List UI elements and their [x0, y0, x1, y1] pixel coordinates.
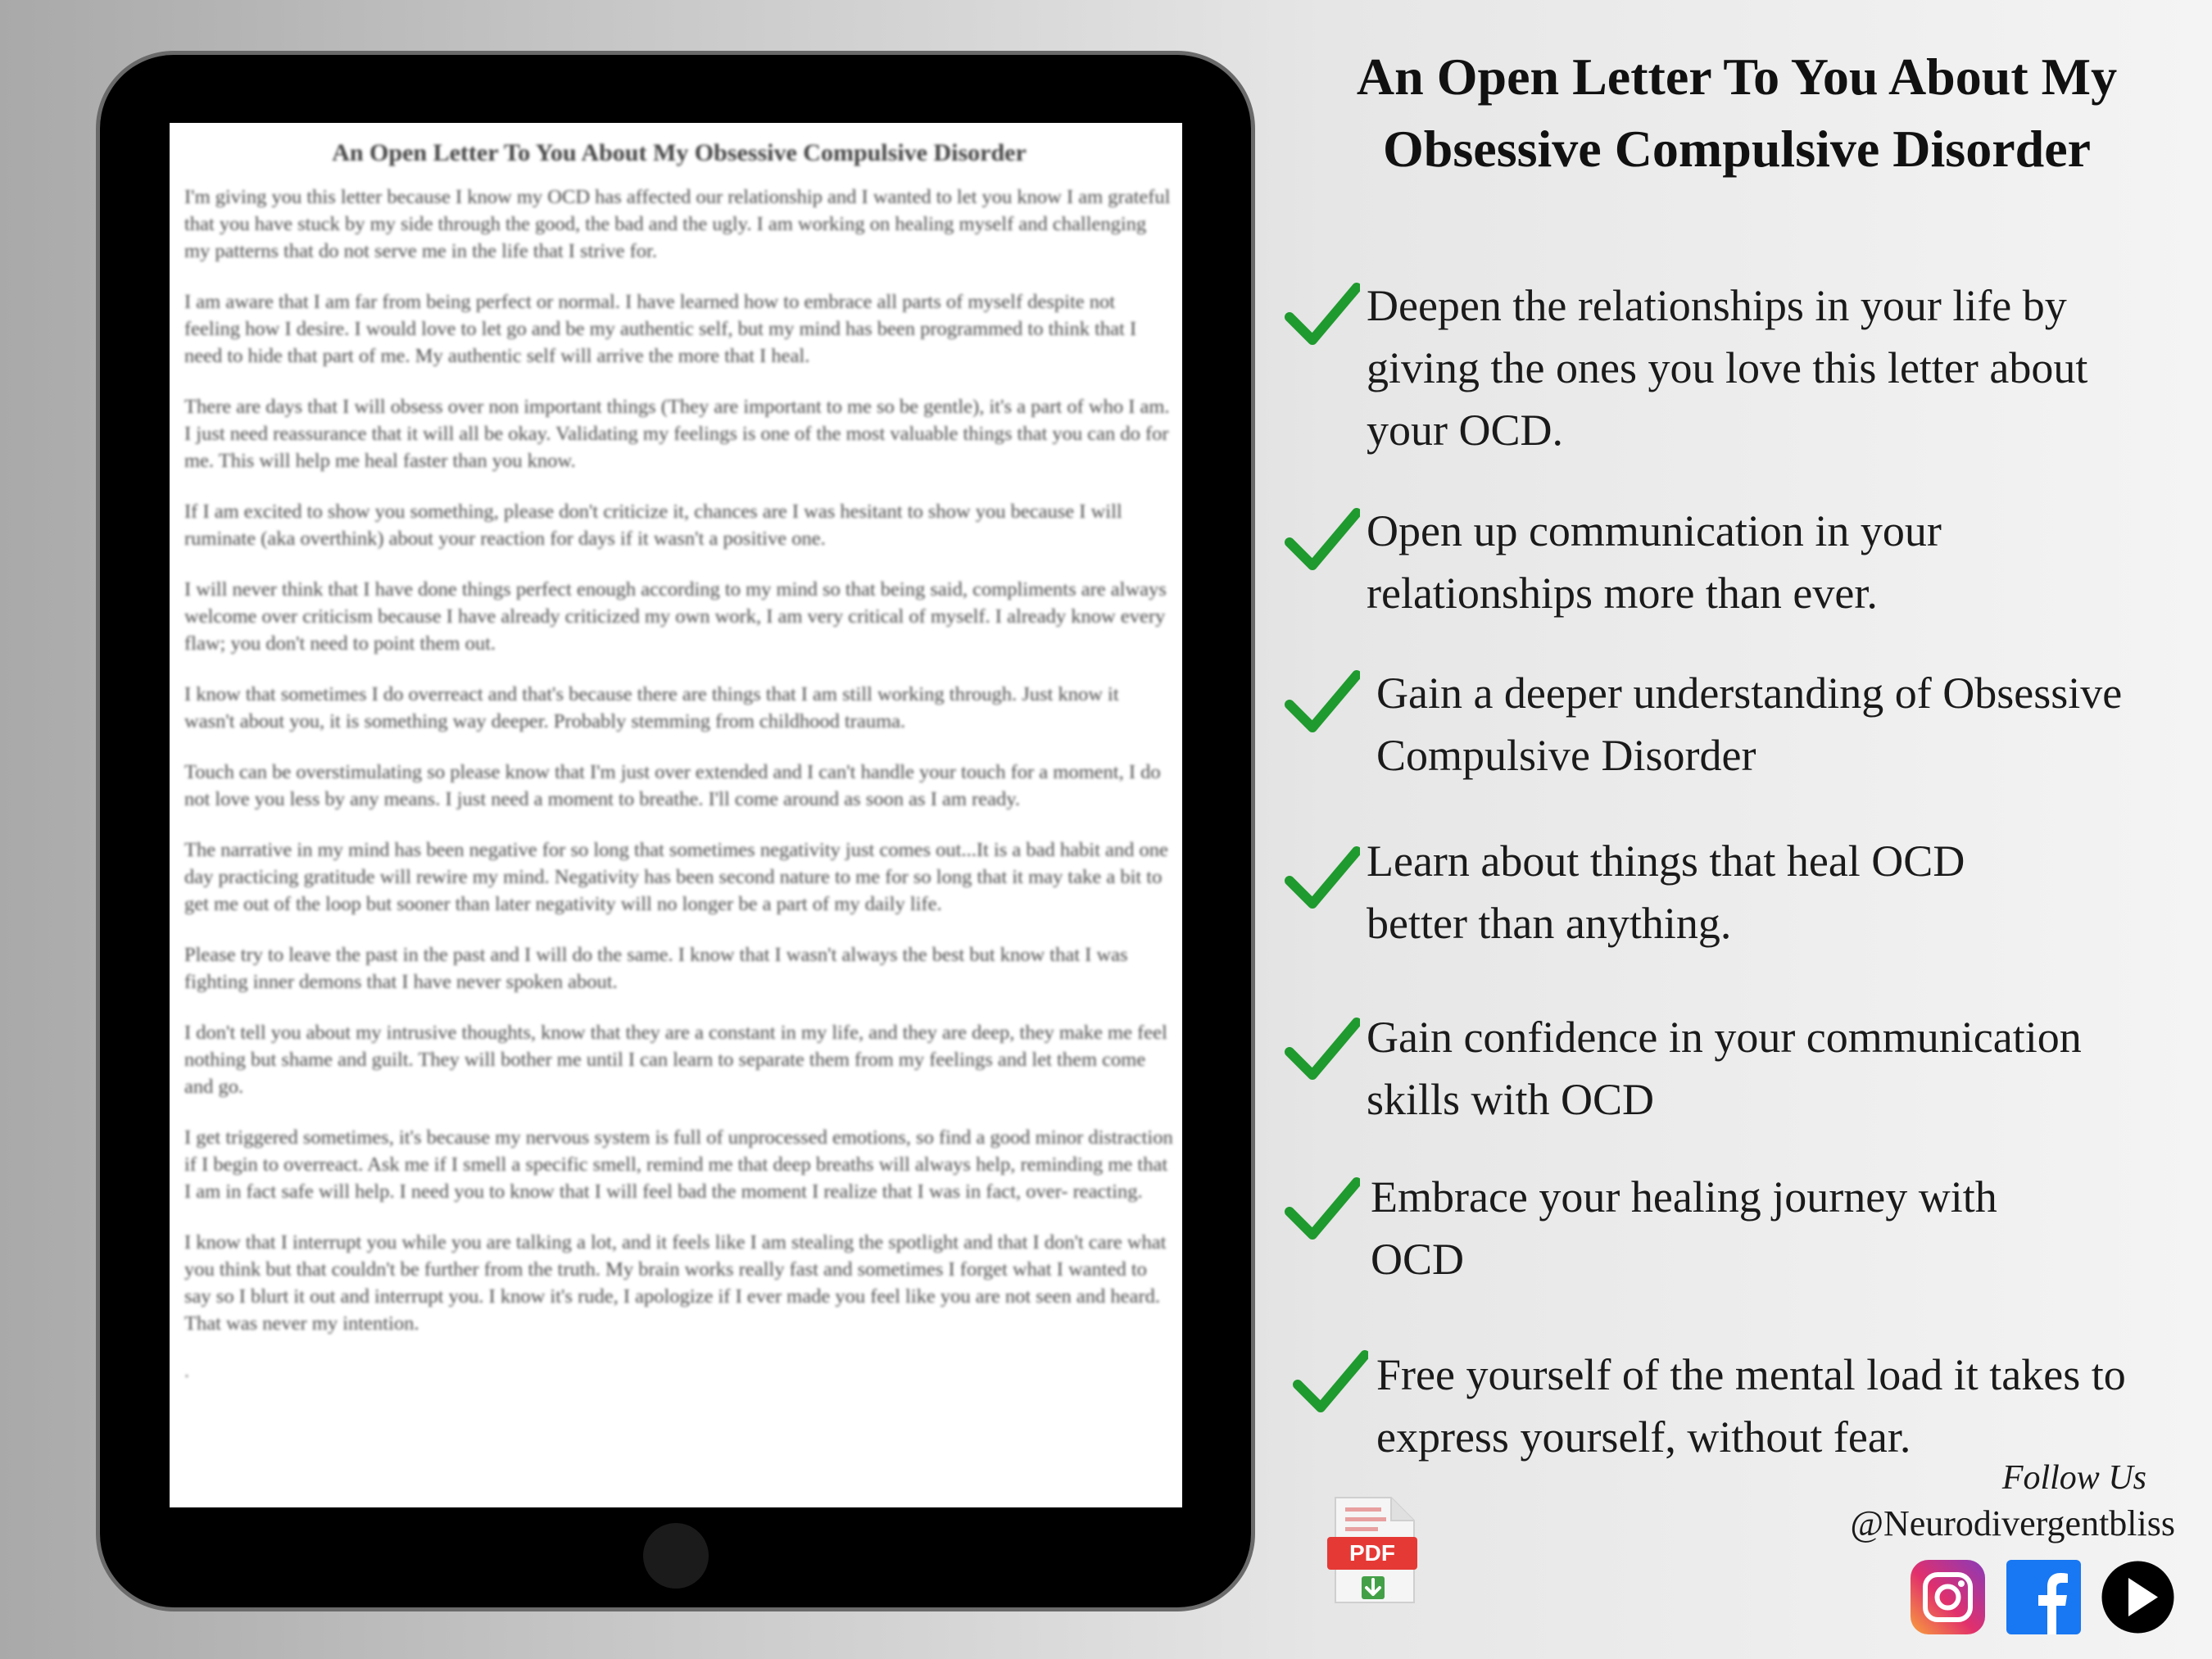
benefit-item — [1285, 500, 2186, 631]
headline-line-2: Obsessive Compulsive Disorder — [1383, 120, 2091, 178]
benefit-line: giving the ones you love this letter about — [1367, 343, 2088, 392]
checkmark-icon — [1285, 1176, 1360, 1241]
follow-us-label: Follow Us — [2001, 1459, 2146, 1497]
play-icon[interactable] — [2099, 1558, 2177, 1636]
benefit-line: relationships more than ever. — [1367, 569, 1878, 618]
checkmark-icon — [1285, 669, 1360, 734]
letter-preview — [170, 123, 1182, 1383]
benefit-line: Compulsive Disorder — [1376, 731, 1756, 780]
benefit-item — [1285, 1006, 2186, 1137]
benefit-item — [1285, 274, 2186, 471]
benefit-line: Free yourself of the mental load it takes to — [1376, 1350, 2126, 1399]
pdf-download-icon[interactable] — [1326, 1494, 1420, 1607]
benefit-item — [1293, 1344, 2202, 1475]
benefit-line: skills with OCD — [1367, 1075, 1655, 1124]
letter-paragraph: Please try to leave the past in the past and I will do the same. I know that I wasn't always the best but know that I was fighting inner demons that I have never spoken about. — [184, 944, 1128, 993]
benefit-line: better than anything. — [1367, 899, 1732, 948]
benefit-text — [1367, 274, 2087, 461]
page-headline — [1278, 41, 2196, 185]
benefit-item — [1285, 830, 2186, 961]
letter-paragraph: There are days that I will obsess over non important things (They are important to me so be gentle), it's a part of who I am. I just need reassurance that it will all be okay. Validating my feelings is one of the most valuable things that you can do for me. This will help me heal faster than you know. — [184, 396, 1170, 472]
letter-paragraph: I know that I interrupt you while you are talking a lot, and it feels like I am stealing the spotlight and that I don't care what you think but that couldn't be further from the truth. My brain works really fast and sometimes I forget what I wanted to say so I blurt it out and interrupt you. I know it's rude, I apologize if I ever made you feel like you are not seen and heard. That was never my intention. — [184, 1231, 1167, 1335]
benefit-line: express yourself, without fear. — [1376, 1412, 1911, 1462]
checkmark-icon — [1285, 1016, 1360, 1081]
letter-title: An Open Letter To You About My Obsessive Compulsive Disorder — [332, 139, 1027, 166]
instagram-icon[interactable] — [1909, 1558, 1987, 1636]
letter-paragraph: I will never think that I have done things perfect enough according to my mind so that being said, compliments are always welcome over criticism because I have already criticized my own work, I am very critical of myself. I already know every flaw; you don't need to point them out. — [184, 578, 1167, 655]
letter-trailing-dot: . — [184, 1361, 189, 1382]
checkmark-icon — [1285, 506, 1360, 572]
headline-line-1: An Open Letter To You About My — [1356, 48, 2118, 106]
benefit-line: Embrace your healing journey with — [1371, 1172, 1997, 1222]
tablet-mockup — [100, 55, 1251, 1607]
benefit-line: Deepen the relationships in your life by — [1367, 281, 2067, 330]
benefit-line: your OCD. — [1367, 406, 1563, 455]
checkmark-icon — [1293, 1349, 1368, 1414]
benefit-item — [1285, 662, 2202, 793]
benefit-line: Gain confidence in your communication — [1367, 1013, 2082, 1062]
letter-paragraph: I'm giving you this letter because I know my OCD has affected our relationship and I wanted to let you know I am grateful that you have stuck by my side through the good, the bad and the ugly. I am working on healing myself and challenging my patterns that do not serve me in the life that I strive for. — [184, 186, 1171, 262]
benefit-text — [1371, 1166, 1997, 1290]
tablet-home-button[interactable] — [643, 1523, 709, 1589]
benefit-text — [1367, 1006, 2082, 1131]
letter-paragraph: If I am excited to show you something, please don't criticize it, chances are I was hesitant to show you because I will ruminate (aka overthink) about your reaction for days if it wasn't a positive one. — [184, 501, 1122, 550]
benefit-line: Learn about things that heal OCD — [1367, 836, 1965, 886]
checkmark-icon — [1285, 281, 1360, 347]
letter-paragraph: I don't tell you about my intrusive thoughts, know that they are a constant in my life, and they are deep, they make me feel nothing but shame and guilt. They will bother me until I can learn to separate them from my feelings and let them come and go. — [184, 1022, 1167, 1098]
benefit-text — [1376, 1344, 2126, 1468]
social-handle[interactable]: @Neurodivergentbliss — [1850, 1503, 2175, 1543]
benefit-item — [1285, 1166, 2186, 1297]
benefit-line: Open up communication in your — [1367, 506, 1942, 555]
benefit-text — [1367, 500, 1942, 624]
benefit-text — [1367, 830, 1965, 954]
letter-paragraph: The narrative in my mind has been negative for so long that sometimes negativity just comes out...It is a bad habit and one day practicing gratitude will rewire my mind. Negativity has been second nature to me for so long that it may take a bit to get me out of the loop but sooner than later negativity will no longer be a part of my daily life. — [184, 839, 1168, 915]
tablet-screen — [170, 123, 1182, 1507]
letter-paragraph: I get triggered sometimes, it's because my nervous system is full of unprocessed emotions, so find a good minor distraction if I begin to overreact. Ask me if I smell a specific smell, remind me that deep breaths will always help, reminding me that I am in fact safe will help. I need you to know that I will feel bad the moment I realize that I was in fact, over- reacting. — [184, 1126, 1173, 1203]
benefit-text — [1376, 662, 2122, 786]
benefit-line: OCD — [1371, 1235, 1465, 1284]
facebook-icon[interactable] — [2005, 1558, 2083, 1636]
letter-paragraph: Touch can be overstimulating so please know that I'm just over extended and I can't handle your touch for a moment, I do not love you less by any means. I just need a moment to breathe. I'll come around as soon as I am ready. — [184, 761, 1161, 810]
letter-paragraph: I know that sometimes I do overreact and that's because there are things that I am still working through. Just know it wasn't about you, it is something way deeper. Probably stemming from childhood trauma. — [184, 683, 1119, 732]
checkmark-icon — [1285, 845, 1360, 910]
pdf-label: PDF — [1349, 1540, 1395, 1566]
benefit-line: Gain a deeper understanding of Obsessive — [1376, 669, 2123, 718]
letter-paragraph: I am aware that I am far from being perfect or normal. I have learned how to embrace all parts of myself despite not feeling how I desire. I would love to let go and be my authentic self, but my mind has been programmed to think that I need to hide that part of me. My authentic self will arrive the more that I heal. — [184, 291, 1137, 367]
